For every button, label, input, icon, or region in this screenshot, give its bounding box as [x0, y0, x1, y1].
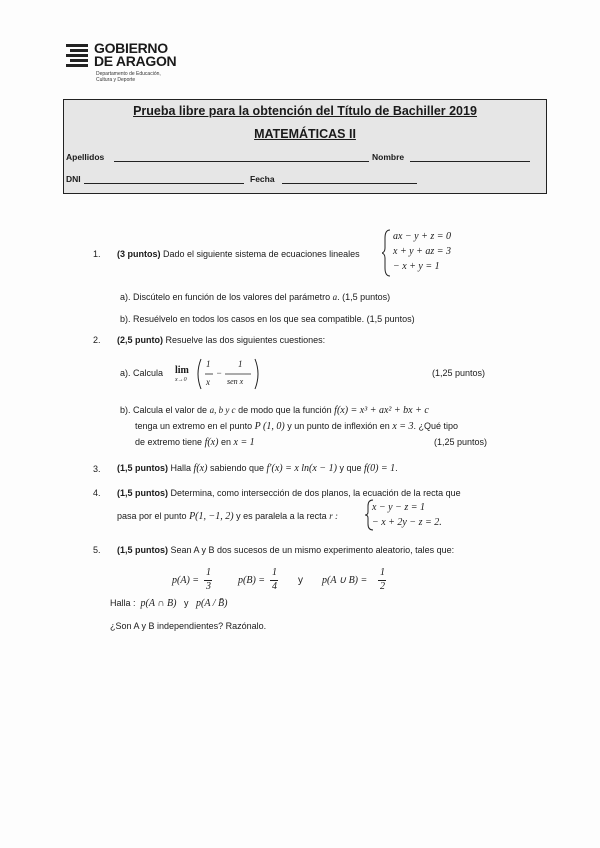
nombre-label: Nombre: [372, 152, 405, 162]
q2-part-b-line1: b). Calcula el valor de a, b y c de modo que la función f(x) = x³ + ax² + bx + c: [120, 405, 429, 416]
q1-part-a: a). Discútelo en función de los valores del parámetro a. (1,5 puntos): [120, 292, 391, 302]
q2-part-b-line3: de extremo tiene f(x) en x = 1: [135, 437, 255, 448]
q2-statement: (2,5 punto) Resuelve las dos siguientes cuestiones:: [117, 335, 326, 345]
gobierno-aragon-logo-icon: [66, 44, 88, 70]
dni-label: DNI: [66, 174, 81, 184]
q2-part-b-line2: tenga un extremo en el punto P (1, 0) y un punto de inflexión en x = 3. ¿Qué tipo: [135, 421, 459, 432]
dni-field[interactable]: [84, 183, 244, 184]
q5-question: ¿Son A y B independientes? Razónalo.: [110, 621, 267, 631]
q2-part-a-points: (1,25 puntos): [432, 368, 486, 378]
q1-statement: (3 puntos) Dado el siguiente sistema de ecuaciones lineales: [117, 249, 360, 259]
q4-statement-line2: pasa por el punto P(1, −1, 2) y es paralela a la recta r :: [117, 511, 338, 522]
apellidos-label: Apellidos: [66, 152, 105, 162]
q4-system: x − y − z = 1 − x + 2y − z = 2.: [372, 502, 442, 528]
q5-number: 5.: [93, 545, 101, 555]
apellidos-field[interactable]: [114, 161, 369, 162]
q4-statement-line1: (1,5 puntos) Determina, como intersección de dos planos, la ecuación de la recta que: [117, 488, 461, 498]
logo-department: Departamento de Educación, Cultura y Deporte: [96, 71, 161, 83]
logo-name: GOBIERNO DE ARAGON: [94, 40, 177, 69]
q2-part-a-label: a). Calcula: [120, 368, 164, 378]
nombre-field[interactable]: [410, 161, 530, 162]
exam-subject: MATEMÁTICAS II: [254, 127, 356, 141]
fecha-label: Fecha: [250, 174, 275, 184]
q1-system: ax − y + z = 0 x + y + az = 3 − x + y = 1: [393, 231, 452, 272]
fecha-field[interactable]: [282, 183, 417, 184]
q2-number: 2.: [93, 335, 101, 345]
q5-statement: (1,5 puntos) Sean A y B dos sucesos de un mismo experimento aleatorio, tales que:: [117, 545, 455, 555]
q1-part-b: b). Resuélvelo en todos los casos en los que sea compatible. (1,5 puntos): [120, 314, 415, 324]
q1-number: 1.: [93, 249, 101, 259]
q5-find: Halla : p(A ∩ B) y p(A / B̄): [110, 598, 228, 609]
q3-number: 3.: [93, 464, 101, 474]
q5-probabilities: p(A) = 1 3 p(B) = 1 4 y p(A ∪ B) = 1 2: [172, 567, 385, 592]
exam-title: Prueba libre para la obtención del Título de Bachiller 2019: [133, 104, 477, 118]
q2-limit-expression: lim x→0 1 x − 1 sen x: [175, 357, 260, 391]
q3-statement: (1,5 puntos) Halla f(x) sabiendo que f′(x) = x ln(x − 1) y que f(0) = 1.: [117, 463, 398, 474]
q2-part-b-points: (1,25 puntos): [434, 437, 488, 447]
q4-number: 4.: [93, 488, 101, 498]
